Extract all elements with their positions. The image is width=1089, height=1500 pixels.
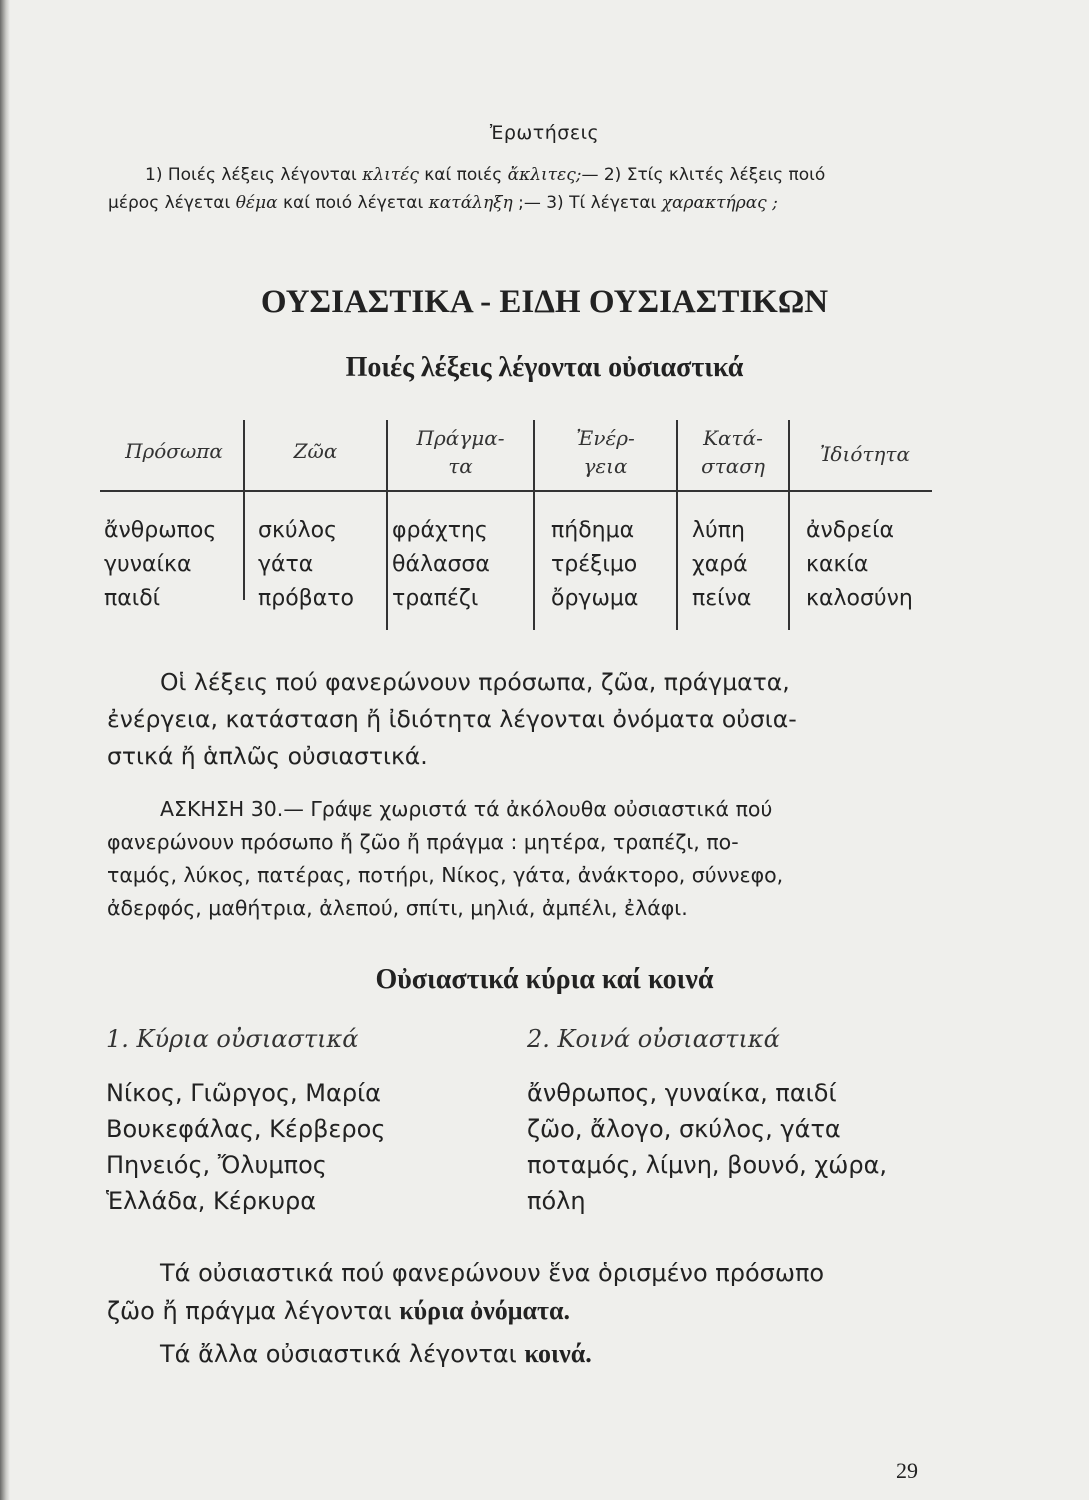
- exercise-line-3: ταμός, λύκος, πατέρας, ποτήρι, Νίκος, γάτα, ἀνάκτορο, σύννεφο,: [107, 863, 784, 887]
- table-column: [806, 514, 913, 616]
- table-column: [551, 514, 638, 616]
- rule-line-1: Τά οὐσιαστικά πού φανερώνουν ἕνα ὁρισμένο πρόσωπο: [160, 1259, 825, 1287]
- table-cell: γυναίκα: [104, 552, 192, 577]
- table-cell: τραπέζι: [392, 586, 479, 611]
- list-item: πόλη: [527, 1187, 586, 1215]
- table-column: [258, 514, 354, 616]
- table-cell: κακία: [806, 552, 869, 577]
- table-cell: γάτα: [258, 552, 314, 577]
- proper-nouns-list: [106, 1075, 385, 1219]
- proper-nouns-term: κύρια ὀνόματα.: [399, 1296, 570, 1325]
- definition-line-1: Οἱ λέξεις πού φανερώνουν πρόσωπα, ζῶα, πράγματα,: [160, 668, 790, 696]
- table-column: [692, 514, 751, 616]
- common-nouns-list: [527, 1075, 933, 1219]
- page-number: 29: [896, 1458, 918, 1483]
- question-line-1: 1) Ποιές λέξεις λέγονται κλιτές καί ποιές ἄκλιτες;— 2) Στίς κλιτές λέξεις ποιό: [145, 165, 826, 185]
- exercise-line-1: ΑΣΚΗΣΗ 30.— Γράψε χωριστά τά ἀκόλουθα οὐσιαστικά πού: [160, 797, 773, 821]
- table-cell: καλοσύνη: [806, 586, 913, 611]
- list-item: ἄνθρωπος, γυναίκα, παιδί: [527, 1079, 837, 1107]
- column-header-action: Ἐνέρ- γεια: [576, 426, 635, 478]
- questions-title: Ἐρωτήσεις: [489, 122, 600, 144]
- table-column: [392, 514, 490, 616]
- column-header-quality: Ἰδιότητα: [820, 442, 910, 466]
- table-cell: σκύλος: [258, 518, 338, 543]
- main-title: ΟΥΣΙΑΣΤΙΚΑ - ΕΙΔΗ ΟΥΣΙΑΣΤΙΚΩΝ: [260, 284, 829, 320]
- table-cell: ὄργωμα: [551, 586, 639, 611]
- table-cell: τρέξιμο: [551, 552, 638, 577]
- table-column: [104, 514, 216, 616]
- table-cell: χαρά: [692, 552, 748, 577]
- list-item: Βουκεφάλας, Κέρβερος: [106, 1115, 386, 1143]
- column-header-things: Πράγμα- τα: [416, 426, 505, 478]
- exercise-line-4: ἀδερφός, μαθήτρια, ἀλεπού, σπίτι, μηλιά, ἀμπέλι, ἐλάφι.: [107, 896, 688, 920]
- definition-line-3: στικά ἤ ἁπλῶς οὐσιαστικά.: [107, 742, 428, 770]
- list-item: Νίκος, Γιῶργος, Μαρία: [106, 1079, 382, 1107]
- table-cell: θάλασσα: [392, 552, 490, 577]
- list-item: Ἑλλάδα, Κέρκυρα: [106, 1187, 317, 1215]
- common-nouns-term: κοινά.: [524, 1339, 592, 1368]
- definition-line-2: ἐνέργεια, κατάσταση ἤ ἰδιότητα λέγονται ὀνόματα οὐσια-: [107, 705, 797, 733]
- column-header-animals: Ζῶα: [293, 439, 338, 463]
- table-cell: πήδημα: [551, 518, 635, 543]
- table-cell: παιδί: [104, 586, 161, 611]
- proper-nouns-heading: 1. Κύρια οὐσιαστικά: [106, 1025, 359, 1053]
- table-cell: πρόβατο: [258, 586, 354, 611]
- list-item: ζῶο, ἄλογο, σκύλος, γάτα: [527, 1115, 841, 1143]
- column-header-state: Κατά- σταση: [701, 426, 765, 478]
- list-item: ποταμός, λίμνη, βουνό, χώρα,: [527, 1151, 888, 1179]
- table-cell: πείνα: [692, 586, 752, 611]
- question-line-2: μέρος λέγεται θέμα καί ποιό λέγεται κατάληξη ;— 3) Τί λέγεται χαρακτήρας ;: [108, 193, 778, 213]
- table-cell: φράχτης: [392, 518, 488, 543]
- table-title: Ποιές λέξεις λέγονται οὐσιαστικά: [345, 352, 744, 383]
- rule-line-3: Τά ἄλλα οὐσιαστικά λέγονται κοινά.: [160, 1339, 592, 1368]
- exercise-line-2: φανερώνουν πρόσωπο ἤ ζῶο ἤ πράγμα : μητέρα, τραπέζι, πο-: [107, 830, 739, 854]
- table-cell: λύπη: [692, 518, 745, 543]
- common-nouns-heading: 2. Κοινά οὐσιαστικά: [527, 1025, 780, 1053]
- page-spine-shadow: [0, 0, 10, 1500]
- table-cell: ἄνθρωπος: [104, 518, 217, 543]
- column-header-persons: Πρόσωπα: [125, 439, 223, 463]
- list-item: Πηνειός, Ὄλυμπος: [106, 1151, 327, 1179]
- table-header-rule: [100, 490, 932, 492]
- section-title-proper-common: Οὐσιαστικά κύρια καί κοινά: [375, 964, 714, 995]
- table-cell: ἀνδρεία: [806, 518, 895, 543]
- rule-line-2: ζῶο ἤ πράγμα λέγονται κύρια ὀνόματα.: [107, 1296, 570, 1325]
